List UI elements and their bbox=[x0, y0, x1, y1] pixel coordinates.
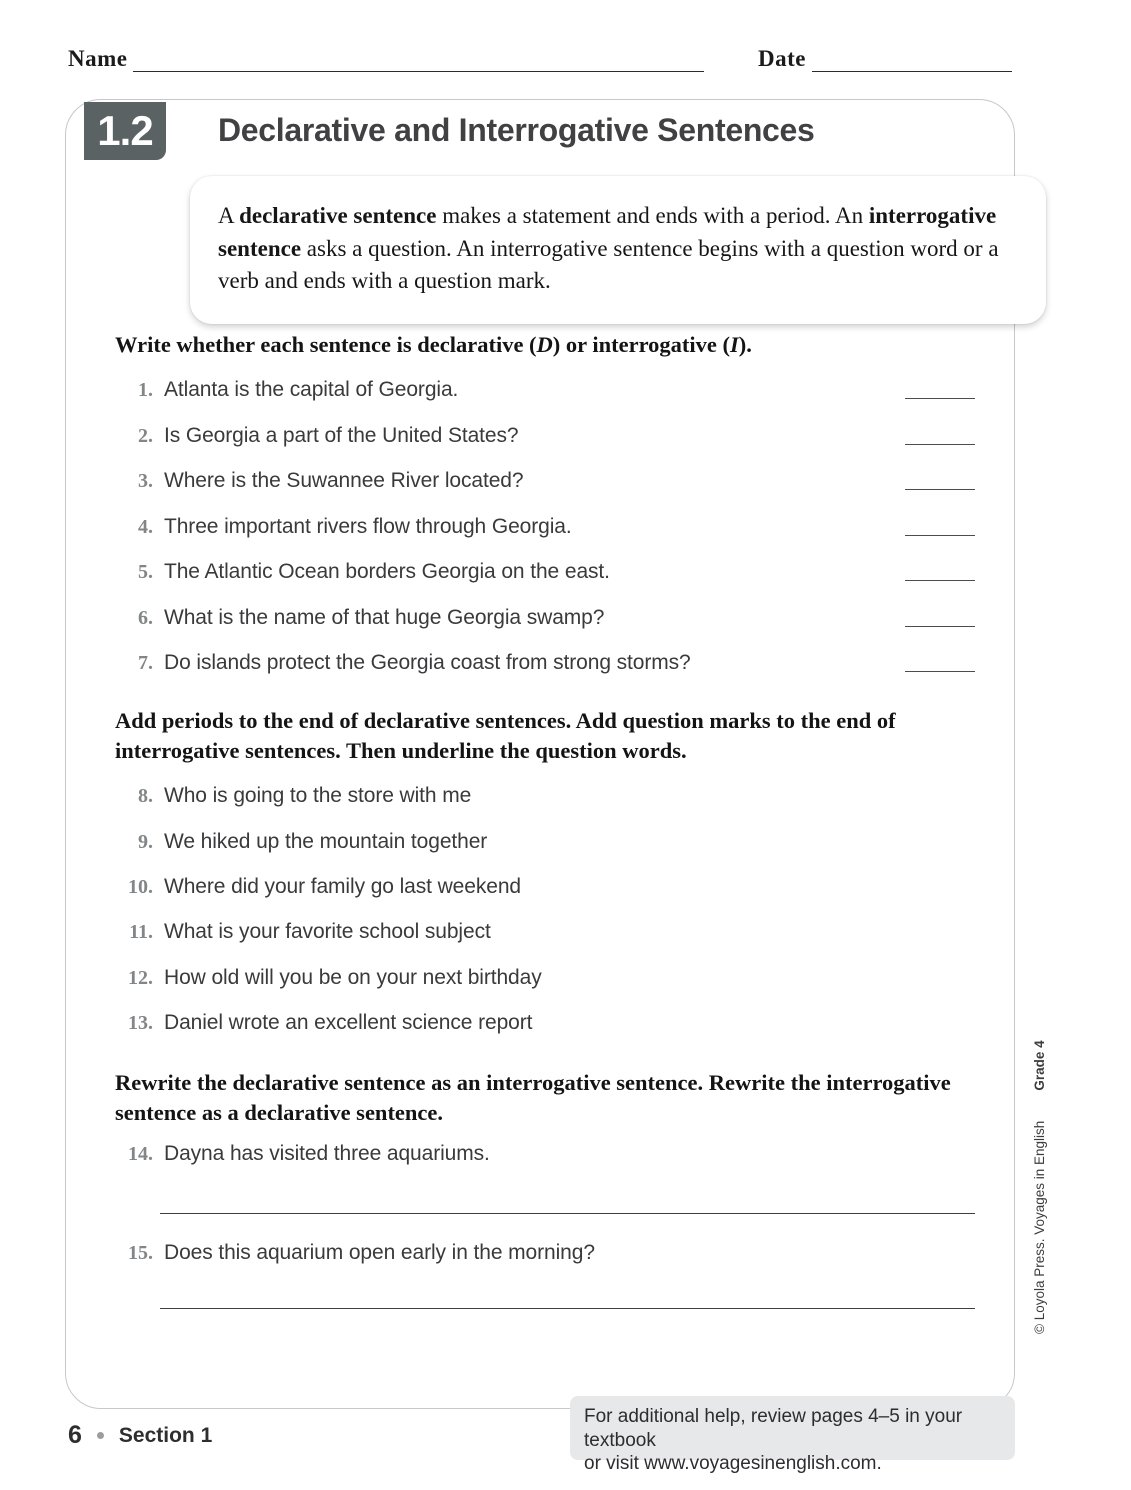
item-number: 9. bbox=[138, 831, 153, 853]
item-sentence: Three important rivers flow through Georgia. bbox=[164, 515, 572, 538]
item-number: 7. bbox=[138, 652, 153, 674]
answer-blank[interactable] bbox=[905, 398, 975, 399]
exercise-item-14 bbox=[115, 1142, 975, 1166]
answer-blank[interactable] bbox=[905, 535, 975, 536]
page-number: 6 bbox=[68, 1421, 82, 1449]
name-label: Name bbox=[68, 46, 128, 71]
exercise-item-11 bbox=[115, 920, 975, 944]
lesson-number-badge: 1.2 bbox=[84, 102, 166, 160]
name-write-line[interactable] bbox=[133, 46, 704, 72]
definition-text-3: asks a question. An interrogative sentence begins with a question word or a verb and ends with a question mark. bbox=[218, 235, 999, 294]
help-line-2: or visit www.voyagesinenglish.com. bbox=[584, 1453, 882, 1475]
item-sentence: Where did your family go last weekend bbox=[164, 875, 521, 898]
item-number: 10. bbox=[128, 876, 153, 898]
exercise-item-6 bbox=[115, 606, 975, 630]
copyright-text: © Loyola Press. Voyages in English bbox=[1032, 1120, 1047, 1334]
exercise-item-7 bbox=[115, 651, 975, 675]
exercise-item-10 bbox=[115, 875, 975, 899]
rewrite-line-14[interactable] bbox=[160, 1213, 975, 1214]
item-sentence: How old will you be on your next birthday bbox=[164, 966, 542, 989]
date-field bbox=[758, 46, 1012, 72]
item-sentence: Atlanta is the capital of Georgia. bbox=[164, 378, 459, 401]
item-number: 3. bbox=[138, 470, 153, 492]
bullet-dot-icon bbox=[97, 1432, 104, 1439]
item-number: 6. bbox=[138, 607, 153, 629]
item-sentence: What is your favorite school subject bbox=[164, 920, 491, 943]
answer-blank[interactable] bbox=[905, 489, 975, 490]
exercise-item-5 bbox=[115, 560, 975, 584]
name-field bbox=[68, 46, 704, 72]
exercise-item-9 bbox=[115, 830, 975, 854]
item-number: 15. bbox=[128, 1242, 153, 1264]
item-number: 5. bbox=[138, 561, 153, 583]
definition-term-interrogative: interrogative sentence bbox=[218, 203, 997, 261]
exercise1-d-symbol: D bbox=[536, 332, 553, 357]
help-line-1: For additional help, review pages 4–5 in your textbook bbox=[584, 1406, 963, 1451]
item-sentence: We hiked up the mountain together bbox=[164, 830, 488, 853]
exercise1-instruction bbox=[115, 330, 977, 360]
exercise1-i-symbol: I bbox=[730, 332, 739, 357]
exercise-item-8 bbox=[115, 784, 975, 808]
page-title: Declarative and Interrogative Sentences bbox=[218, 112, 815, 148]
item-number: 1. bbox=[138, 379, 153, 401]
section-label: Section 1 bbox=[118, 1423, 213, 1447]
exercise2-instruction: Add periods to the end of declarative sentences. Add question marks to the end of interrogative sentences. Then underline the question words. bbox=[115, 708, 896, 764]
exercise1-instruction-text-1: Write whether each sentence is declarative ( bbox=[115, 332, 537, 357]
answer-blank[interactable] bbox=[905, 444, 975, 445]
rewrite-line-15[interactable] bbox=[160, 1308, 975, 1309]
exercise-item-4 bbox=[115, 515, 975, 539]
answer-blank[interactable] bbox=[905, 580, 975, 581]
help-box bbox=[570, 1396, 1015, 1475]
item-sentence: The Atlantic Ocean borders Georgia on the east. bbox=[164, 560, 610, 583]
item-number: 8. bbox=[138, 785, 153, 807]
definition-text-1: A bbox=[218, 203, 240, 228]
exercise1-instruction-text-3: ). bbox=[738, 332, 752, 357]
definition-text-2: makes a statement and ends with a period. An bbox=[436, 203, 869, 228]
date-label: Date bbox=[758, 46, 806, 71]
exercise-item-3 bbox=[115, 469, 975, 493]
item-sentence: Who is going to the store with me bbox=[164, 784, 472, 807]
date-write-line[interactable] bbox=[812, 46, 1012, 72]
grade-label: Grade 4 bbox=[1032, 1040, 1047, 1091]
exercise-item-1 bbox=[115, 378, 975, 402]
side-imprint bbox=[1032, 1040, 1047, 1334]
item-number: 14. bbox=[128, 1143, 153, 1165]
item-sentence: Do islands protect the Georgia coast from strong storms? bbox=[164, 651, 691, 674]
definition-term-declarative: declarative sentence bbox=[239, 203, 437, 228]
item-sentence: Where is the Suwannee River located? bbox=[164, 469, 524, 492]
item-sentence: What is the name of that huge Georgia swamp? bbox=[164, 606, 605, 629]
page-footer bbox=[68, 1421, 212, 1450]
exercise1-instruction-text-2: ) or interrogative ( bbox=[552, 332, 731, 357]
item-sentence: Does this aquarium open early in the morning? bbox=[164, 1241, 595, 1264]
item-number: 12. bbox=[128, 967, 153, 989]
answer-blank[interactable] bbox=[905, 671, 975, 672]
definition-callout bbox=[190, 176, 1046, 324]
exercise-item-2 bbox=[115, 424, 975, 448]
item-number: 4. bbox=[138, 516, 153, 538]
item-number: 2. bbox=[138, 425, 153, 447]
exercise-item-12 bbox=[115, 966, 975, 990]
item-sentence: Dayna has visited three aquariums. bbox=[164, 1142, 490, 1165]
item-sentence: Daniel wrote an excellent science report bbox=[164, 1011, 533, 1034]
answer-blank[interactable] bbox=[905, 626, 975, 627]
item-sentence: Is Georgia a part of the United States? bbox=[164, 424, 519, 447]
item-number: 13. bbox=[128, 1012, 153, 1034]
exercise3-instruction: Rewrite the declarative sentence as an interrogative sentence. Rewrite the interrogative sentence as a declarative sentence. bbox=[115, 1070, 951, 1126]
exercise-item-13 bbox=[115, 1011, 975, 1035]
item-number: 11. bbox=[129, 921, 153, 943]
exercise-item-15 bbox=[115, 1241, 975, 1265]
